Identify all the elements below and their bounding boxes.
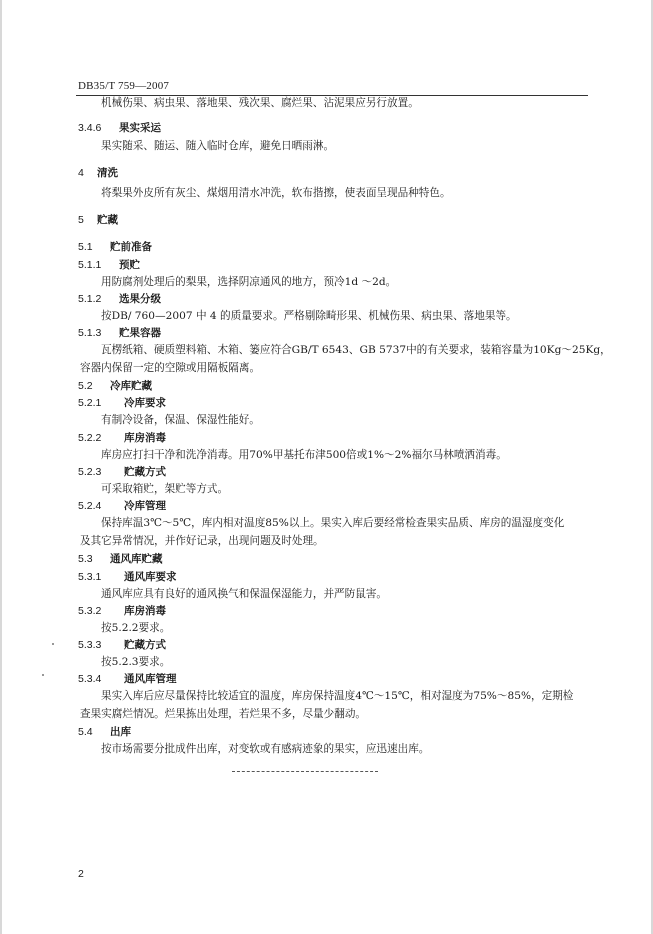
section-5-1-3-number: 5.1.3 <box>78 327 102 339</box>
section-5-1-2-number: 5.1.2 <box>78 293 102 305</box>
section-5-number: 5 <box>78 214 84 226</box>
section-5-3-4-text-line2: 查果实腐烂情况。烂果拣出处理，若烂果不多，尽量少翻动。 <box>80 708 367 720</box>
section-5-4-title: 出库 <box>110 726 131 738</box>
section-5-3-4-number: 5.3.4 <box>78 673 102 685</box>
section-4-text: 将梨果外皮所有灰尘、煤烟用清水冲洗，软布揩擦，使表面呈现品种特色。 <box>101 187 451 199</box>
section-5-2-3-text: 可采取箱贮，架贮等方式。 <box>101 483 229 495</box>
section-5-1-2-title: 选果分级 <box>119 293 161 305</box>
section-5-2-1-number: 5.2.1 <box>78 397 102 409</box>
page-number: 2 <box>78 868 84 880</box>
section-5-4-text: 按市场需要分批成件出库，对变软或有感病迹象的果实，应迅速出库。 <box>101 743 430 755</box>
section-5-1-1-number: 5.1.1 <box>78 259 102 271</box>
section-5-2-4-text-line1: 保持库温3℃～5℃，库内相对温度85%以上。果实入库后要经常检查果实品质、库房的温湿度变化 <box>101 517 565 529</box>
section-3-4-6-text: 果实随采、随运、随入临时仓库，避免日晒雨淋。 <box>101 140 335 152</box>
section-5-3-3-title: 贮藏方式 <box>124 639 166 651</box>
section-4-number: 4 <box>78 167 84 179</box>
section-5-1-2-text: 按DB/ 760—2007 中 4 的质量要求。严格剔除畸形果、机械伤果、病虫果、落地果等。 <box>101 310 517 322</box>
section-5-2-3-title: 贮藏方式 <box>124 466 166 478</box>
section-5-1-3-text-line1: 瓦楞纸箱、硬质塑料箱、木箱、篓应符合GB/T 6543、GB 5737中的有关要求，装箱容量为10Kg～25Kg， <box>101 344 611 356</box>
section-5-3-1-number: 5.3.1 <box>78 571 102 583</box>
section-4-title: 清洗 <box>97 167 118 179</box>
section-5-3-title: 通风库贮藏 <box>110 553 163 565</box>
section-5-2-number: 5.2 <box>78 380 93 392</box>
section-5-2-1-text: 有制冷设备，保温、保湿性能好。 <box>101 414 260 426</box>
section-5-2-4-number: 5.2.4 <box>78 500 102 512</box>
section-5-3-4-title: 通风库管理 <box>124 673 177 685</box>
section-3-4-6-number: 3.4.6 <box>78 122 102 134</box>
section-5-2-title: 冷库贮藏 <box>110 380 152 392</box>
section-5-1-1-text: 用防腐剂处理后的梨果，选择阴凉通风的地方，预冷1d ～2d。 <box>101 276 397 288</box>
section-5-4-number: 5.4 <box>78 726 93 738</box>
section-5-1-number: 5.1 <box>78 241 93 253</box>
section-5-2-2-text: 库房应打扫干净和洗净消毒。用70%甲基托布津500倍或1%～2%福尔马林喷洒消毒。 <box>101 449 507 461</box>
section-5-2-4-title: 冷库管理 <box>124 500 166 512</box>
section-5-3-2-text: 按5.2.2要求。 <box>101 622 171 634</box>
scan-speck <box>52 643 54 645</box>
section-5-1-1-title: 预贮 <box>119 259 140 271</box>
section-5-2-2-title: 库房消毒 <box>124 432 166 444</box>
section-5-3-2-number: 5.3.2 <box>78 605 102 617</box>
section-5-2-1-title: 冷库要求 <box>124 397 166 409</box>
section-5-3-number: 5.3 <box>78 553 93 565</box>
section-5-2-2-number: 5.2.2 <box>78 432 102 444</box>
section-5-1-title: 贮前准备 <box>110 241 152 253</box>
document-id: DB35/T 759—2007 <box>78 80 170 92</box>
section-5-3-4-text-line1: 果实入库后应尽量保持比较适宜的温度，库房保持温度4℃～15℃，相对湿度为75%～85%，定期检 <box>101 690 574 702</box>
section-5-3-3-number: 5.3.3 <box>78 639 102 651</box>
section-5-1-3-title: 贮果容器 <box>119 327 161 339</box>
paragraph-continued: 机械伤果、病虫果、落地果、残次果、腐烂果、沾泥果应另行放置。 <box>101 97 419 109</box>
section-5-3-1-text: 通风库应具有良好的通风换气和保温保湿能力，并严防鼠害。 <box>101 588 388 600</box>
section-5-title: 贮藏 <box>97 214 118 226</box>
section-5-2-3-number: 5.2.3 <box>78 466 102 478</box>
header-rule <box>76 95 588 96</box>
section-5-3-2-title: 库房消毒 <box>124 605 166 617</box>
section-5-2-4-text-line2: 及其它异常情况，并作好记录，出现问题及时处理。 <box>80 535 324 547</box>
section-5-1-3-text-line2: 容器内保留一定的空隙或用隔板隔离。 <box>80 362 261 374</box>
section-5-3-1-title: 通风库要求 <box>124 571 177 583</box>
end-of-text-rule <box>232 771 378 772</box>
scan-speck <box>42 674 44 676</box>
scan-edge-left <box>0 0 2 934</box>
section-5-3-3-text: 按5.2.3要求。 <box>101 656 171 668</box>
section-3-4-6-title: 果实采运 <box>119 122 161 134</box>
